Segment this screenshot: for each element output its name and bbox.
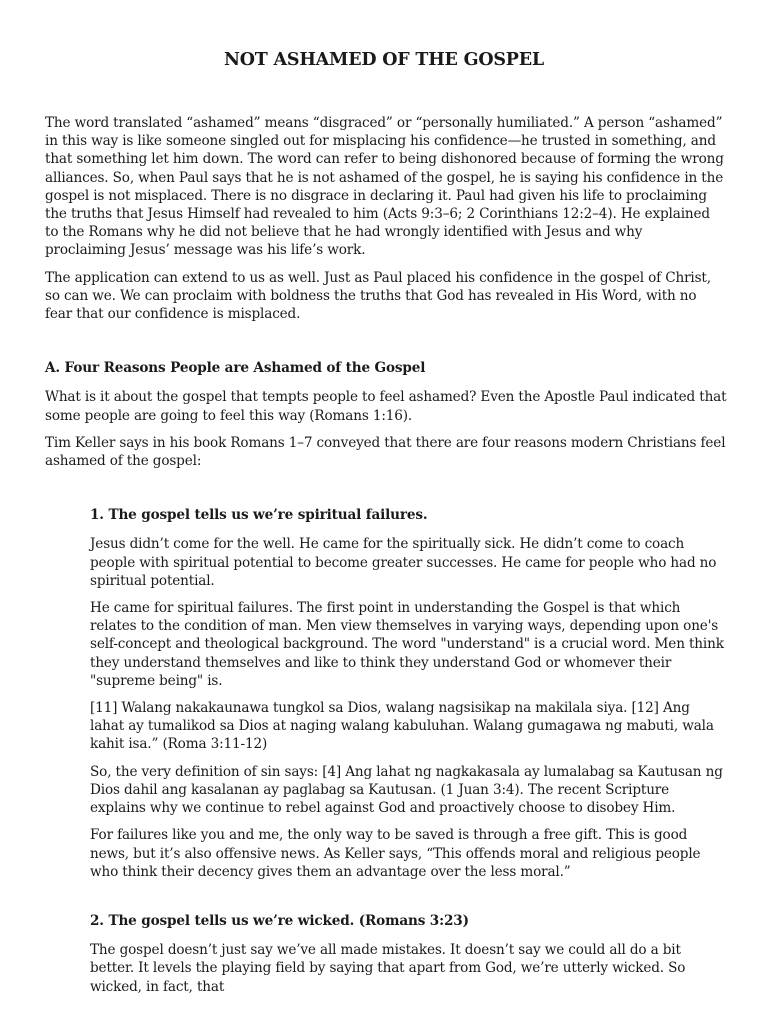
spacer [45,479,727,506]
page-title: NOT ASHAMED OF THE GOSPEL [223,50,545,70]
point-1-paragraph-5: For failures like you and me, the only way to be saved is through a free gift. This is good news, but it’s also offensive news. As Keller says, “This offends moral and religious people who think their decency gives them an advantage over the less moral.” [90,827,701,880]
section-a-paragraph-1: What is it about the gospel that tempts people to feel ashamed? Even the Apostle Paul indicated that some people are going to feel this way (Romans 1:16). [45,389,727,424]
point-2-heading: 2. The gospel tells us we’re wicked. (Romans 3:23) [90,912,469,929]
point-1-paragraph-1: Jesus didn’t come for the well. He came for the spiritually sick. He didn’t come to coach people with spiritual potential to become greater successes. He came for people who had no spiritual potential. [90,536,717,589]
spacer [90,890,727,912]
spacer [45,332,727,359]
point-1-heading: 1. The gospel tells us we’re spiritual failures. [90,507,428,524]
document-body [45,114,727,1005]
section-a-heading: A. Four Reasons People are Ashamed of the Gospel [45,360,426,377]
point-2-paragraph-1: The gospel doesn’t just say we’ve all made mistakes. It doesn’t say we could all do a bit better. It levels the playing field by saying that apart from God, we’re utterly wicked. So wicked, in fact, that [90,942,686,995]
point-1-paragraph-3: [11] Walang nakakaunawa tungkol sa Dios, walang nagsisikap na makilala siya. [12] Ang lahat ay tumalikod sa Dios at naging walang kabuluhan. Walang gumagawa ng mabuti, wala kahit isa.” (Roma 3:11-12) [90,700,714,753]
intro-paragraph-2: The application can extend to us as well. Just as Paul placed his confidence in the gospel of Christ, so can we. We can proclaim with boldness the truths that God has revealed in His Word, with no fear that our confidence is misplaced. [45,269,711,323]
section-a-paragraph-2: Tim Keller says in his book Romans 1–7 conveyed that there are four reasons modern Christians feel ashamed of the gospel: [45,434,726,470]
intro-paragraph-1: The word translated “ashamed” means “disgraced” or “personally humiliated.” A person “ashamed” in this way is like someone singled out for misplacing his confidence—he trusted in something, and that something let him down. The word can refer to being dishonored because of forming the wrong alliances. So, when Paul says that he is not ashamed of the gospel, he is saying his confidence in the gospel is not misplaced. There is no disgrace in declaring it. Paul had given his life to proclaiming the truths that Jesus Himself had revealed to him (Acts 9:3–6; 2 Corinthians 12:2–4). He explained to the Romans why he did not believe that he had wrongly identified with Jesus and why proclaiming Jesus’ message was his life’s work. [45,115,724,259]
point-1-paragraph-4: So, the very definition of sin says: [4] Ang lahat ng nagkakasala ay lumalabag sa Kautusan ng Dios dahil ang kasalanan ay paglabag sa Kautusan. (1 Juan 3:4). The recent Scripture explains why we continue to rebel against God and proactively choose to disobey Him. [90,763,723,817]
point-1-block [45,506,727,995]
point-1-paragraph-2: He came for spiritual failures. The first point in understanding the Gospel is that which relates to the condition of man. Men view themselves in varying ways, depending upon one's self-concept and theological background. The word "understand" is a crucial word. Men think they understand themselves and like to think they understand God or whomever their "supreme being" is. [90,600,724,689]
